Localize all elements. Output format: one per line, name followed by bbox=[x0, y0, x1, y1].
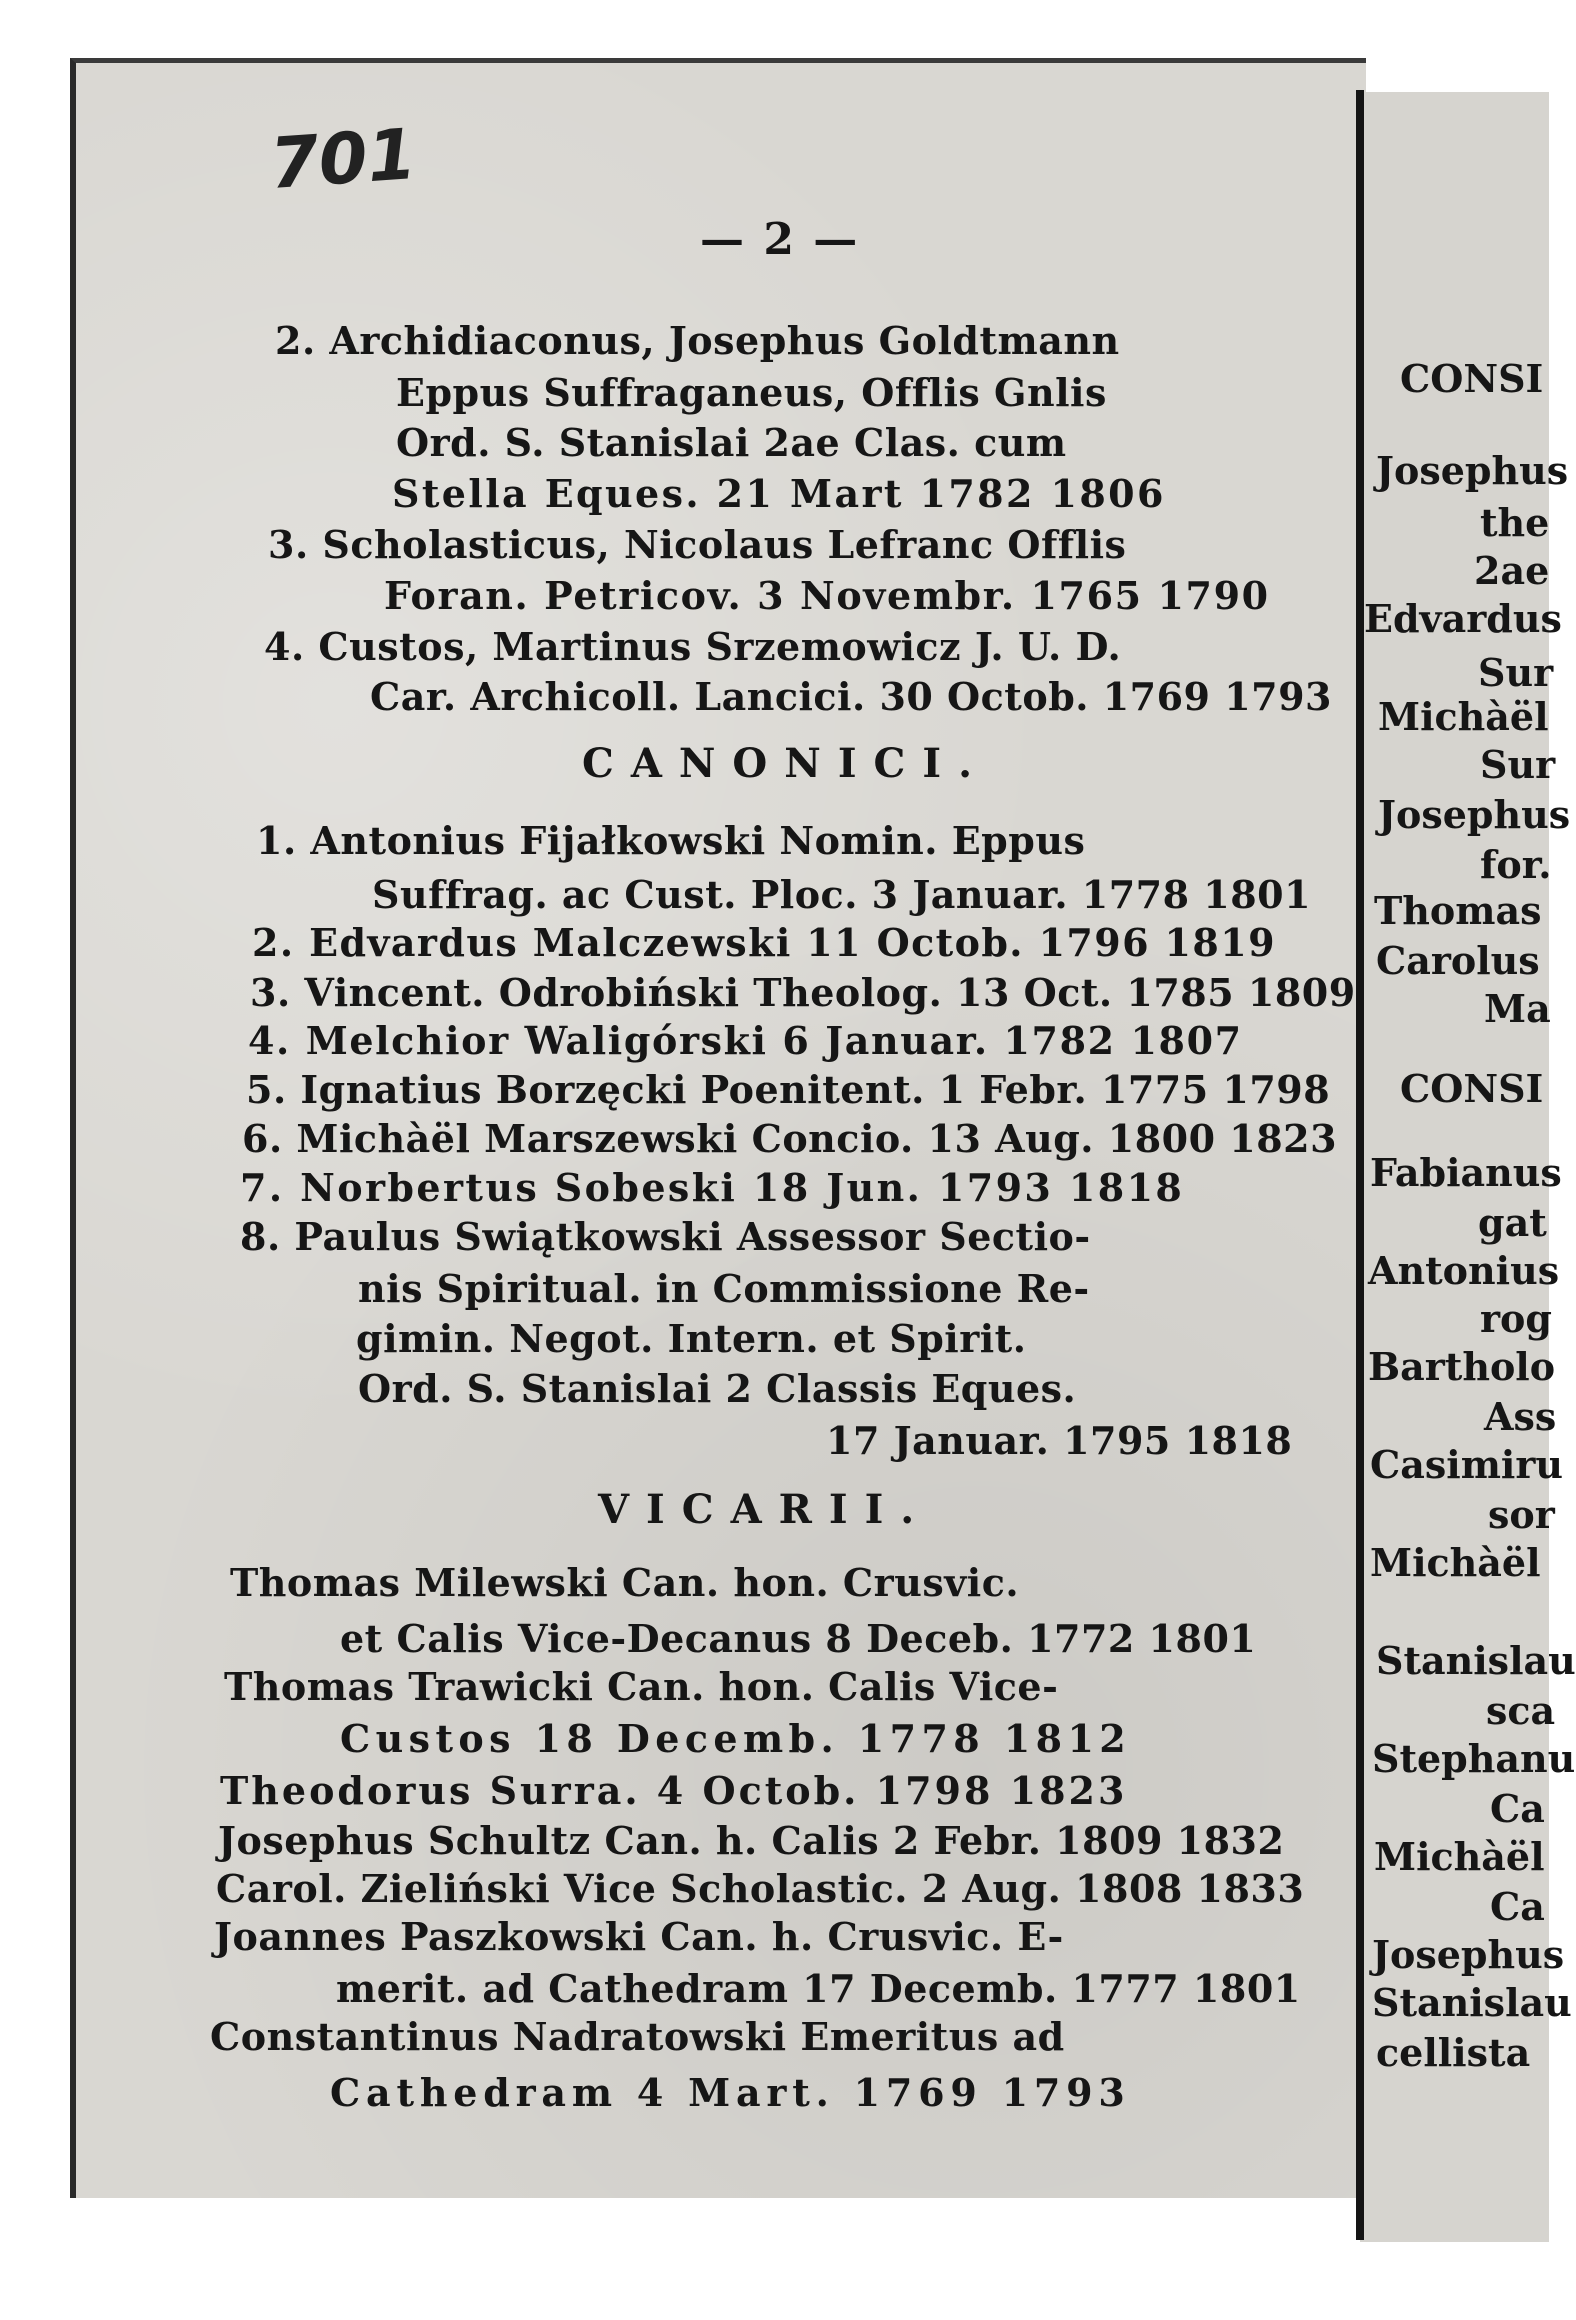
right-column-text: CONSI bbox=[1400, 1066, 1544, 1111]
right-column-text: Stephanu bbox=[1372, 1736, 1576, 1781]
vicarii-line: Theodorus Surra. 4 Octob. 1798 1823 bbox=[220, 1768, 1128, 1813]
right-column-text: rog bbox=[1480, 1296, 1552, 1341]
canonici-line: 2. Edvardus Malczewski 11 Octob. 1796 1819 bbox=[252, 920, 1276, 965]
text-line: Car. Archicoll. Lancici. 30 Octob. 1769 1793 bbox=[370, 674, 1332, 719]
right-column-text: Casimiru bbox=[1370, 1442, 1563, 1487]
right-column-text: Josephus bbox=[1378, 792, 1571, 837]
canonici-line: 5. Ignatius Borzęcki Poenitent. 1 Febr. 1775 1798 bbox=[246, 1067, 1331, 1112]
text-line: 4. Custos, Martinus Srzemowicz J. U. D. bbox=[264, 624, 1122, 669]
text-line: Ord. S. Stanislai 2ae Clas. cum bbox=[396, 420, 1067, 465]
vicarii-line: Thomas Milewski Can. hon. Crusvic. bbox=[230, 1560, 1020, 1605]
vicarii-line: Custos 18 Decemb. 1778 1812 bbox=[340, 1716, 1132, 1761]
right-column-text: Michàël bbox=[1370, 1540, 1541, 1585]
canonici-line: 6. Michàël Marszewski Concio. 13 Aug. 1800 1823 bbox=[242, 1116, 1338, 1161]
vicarii-line: Joannes Paszkowski Can. h. Crusvic. E- bbox=[214, 1914, 1064, 1959]
right-column-text: for. bbox=[1480, 842, 1552, 887]
right-column-text: cellista bbox=[1376, 2030, 1531, 2075]
vicarii-line: Josephus Schultz Can. h. Calis 2 Febr. 1809 1832 bbox=[218, 1818, 1285, 1863]
margin-note: 701 bbox=[267, 113, 419, 205]
page-number: — 2 — bbox=[700, 214, 860, 265]
canonici-line: 4. Melchior Waligórski 6 Januar. 1782 1807 bbox=[248, 1018, 1243, 1063]
right-column-text: Josephus bbox=[1372, 1932, 1565, 1977]
canonici-heading: CANONICI. bbox=[582, 740, 990, 787]
right-column-text: CONSI bbox=[1400, 356, 1544, 401]
vicarii-line: Carol. Zieliński Vice Scholastic. 2 Aug. 1808 1833 bbox=[216, 1866, 1305, 1911]
text-line: Stella Eques. 21 Mart 1782 1806 bbox=[392, 471, 1166, 516]
right-column-text: Fabianus bbox=[1370, 1150, 1562, 1195]
canonici-line: 17 Januar. 1795 1818 bbox=[826, 1418, 1293, 1463]
canonici-line: Suffrag. ac Cust. Ploc. 3 Januar. 1778 1801 bbox=[372, 872, 1312, 917]
text-line: Eppus Suffraganeus, Offlis Gnlis bbox=[396, 370, 1107, 415]
vicarii-line: Cathedram 4 Mart. 1769 1793 bbox=[330, 2070, 1131, 2115]
right-column-text: Ass bbox=[1484, 1394, 1557, 1439]
canonici-line: nis Spiritual. in Commissione Re- bbox=[358, 1266, 1090, 1311]
right-column-text: Josephus bbox=[1376, 448, 1569, 493]
right-column-text: Bartholo bbox=[1368, 1344, 1556, 1389]
canonici-line: Ord. S. Stanislai 2 Classis Eques. bbox=[358, 1366, 1077, 1411]
right-column-text: Ma bbox=[1484, 986, 1551, 1031]
vicarii-line: merit. ad Cathedram 17 Decemb. 1777 1801 bbox=[336, 1966, 1301, 2011]
text-line: 3. Scholasticus, Nicolaus Lefranc Offlis bbox=[268, 522, 1127, 567]
page-gutter-line bbox=[1356, 90, 1364, 2240]
right-column-text: Antonius bbox=[1368, 1248, 1560, 1293]
canonici-line: 1. Antonius Fijałkowski Nomin. Eppus bbox=[256, 818, 1086, 863]
right-column-text: Michàël bbox=[1374, 1834, 1545, 1879]
canonici-line: 7. Norbertus Sobeski 18 Jun. 1793 1818 bbox=[240, 1165, 1185, 1210]
right-column-text: Ca bbox=[1490, 1884, 1545, 1929]
right-column-text: sca bbox=[1486, 1688, 1556, 1733]
text-line: 2. Archidiaconus, Josephus Goldtmann bbox=[275, 318, 1120, 363]
right-column-text: Edvardus bbox=[1364, 596, 1562, 641]
canonici-line: 8. Paulus Swiątkowski Assessor Sectio- bbox=[240, 1214, 1091, 1259]
right-column-text: gat bbox=[1478, 1200, 1547, 1245]
vicarii-line: Constantinus Nadratowski Emeritus ad bbox=[210, 2014, 1065, 2059]
canonici-line: 3. Vincent. Odrobiński Theolog. 13 Oct. 1785 1809 bbox=[250, 970, 1356, 1015]
vicarii-line: Thomas Trawicki Can. hon. Calis Vice- bbox=[224, 1664, 1059, 1709]
right-column-text: sor bbox=[1488, 1492, 1555, 1537]
right-column-text: Stanislau bbox=[1372, 1980, 1572, 2025]
right-column-text: Sur bbox=[1480, 742, 1556, 787]
right-column-text: Thomas bbox=[1374, 888, 1542, 933]
canonici-line: gimin. Negot. Intern. et Spirit. bbox=[356, 1316, 1027, 1361]
vicarii-line: et Calis Vice-Decanus 8 Deceb. 1772 1801 bbox=[340, 1616, 1257, 1661]
right-column-text: Sur bbox=[1478, 650, 1554, 695]
text-line: Foran. Petricov. 3 Novembr. 1765 1790 bbox=[384, 573, 1270, 618]
right-column-text: 2ae bbox=[1474, 548, 1550, 593]
right-column-text: the bbox=[1480, 500, 1550, 545]
right-column-text: Michàël bbox=[1378, 694, 1549, 739]
right-column-text: Stanislau bbox=[1376, 1638, 1576, 1683]
vicarii-heading: VICARII. bbox=[598, 1486, 932, 1533]
right-column-text: Ca bbox=[1490, 1786, 1545, 1831]
right-column-text: Carolus bbox=[1376, 938, 1540, 983]
